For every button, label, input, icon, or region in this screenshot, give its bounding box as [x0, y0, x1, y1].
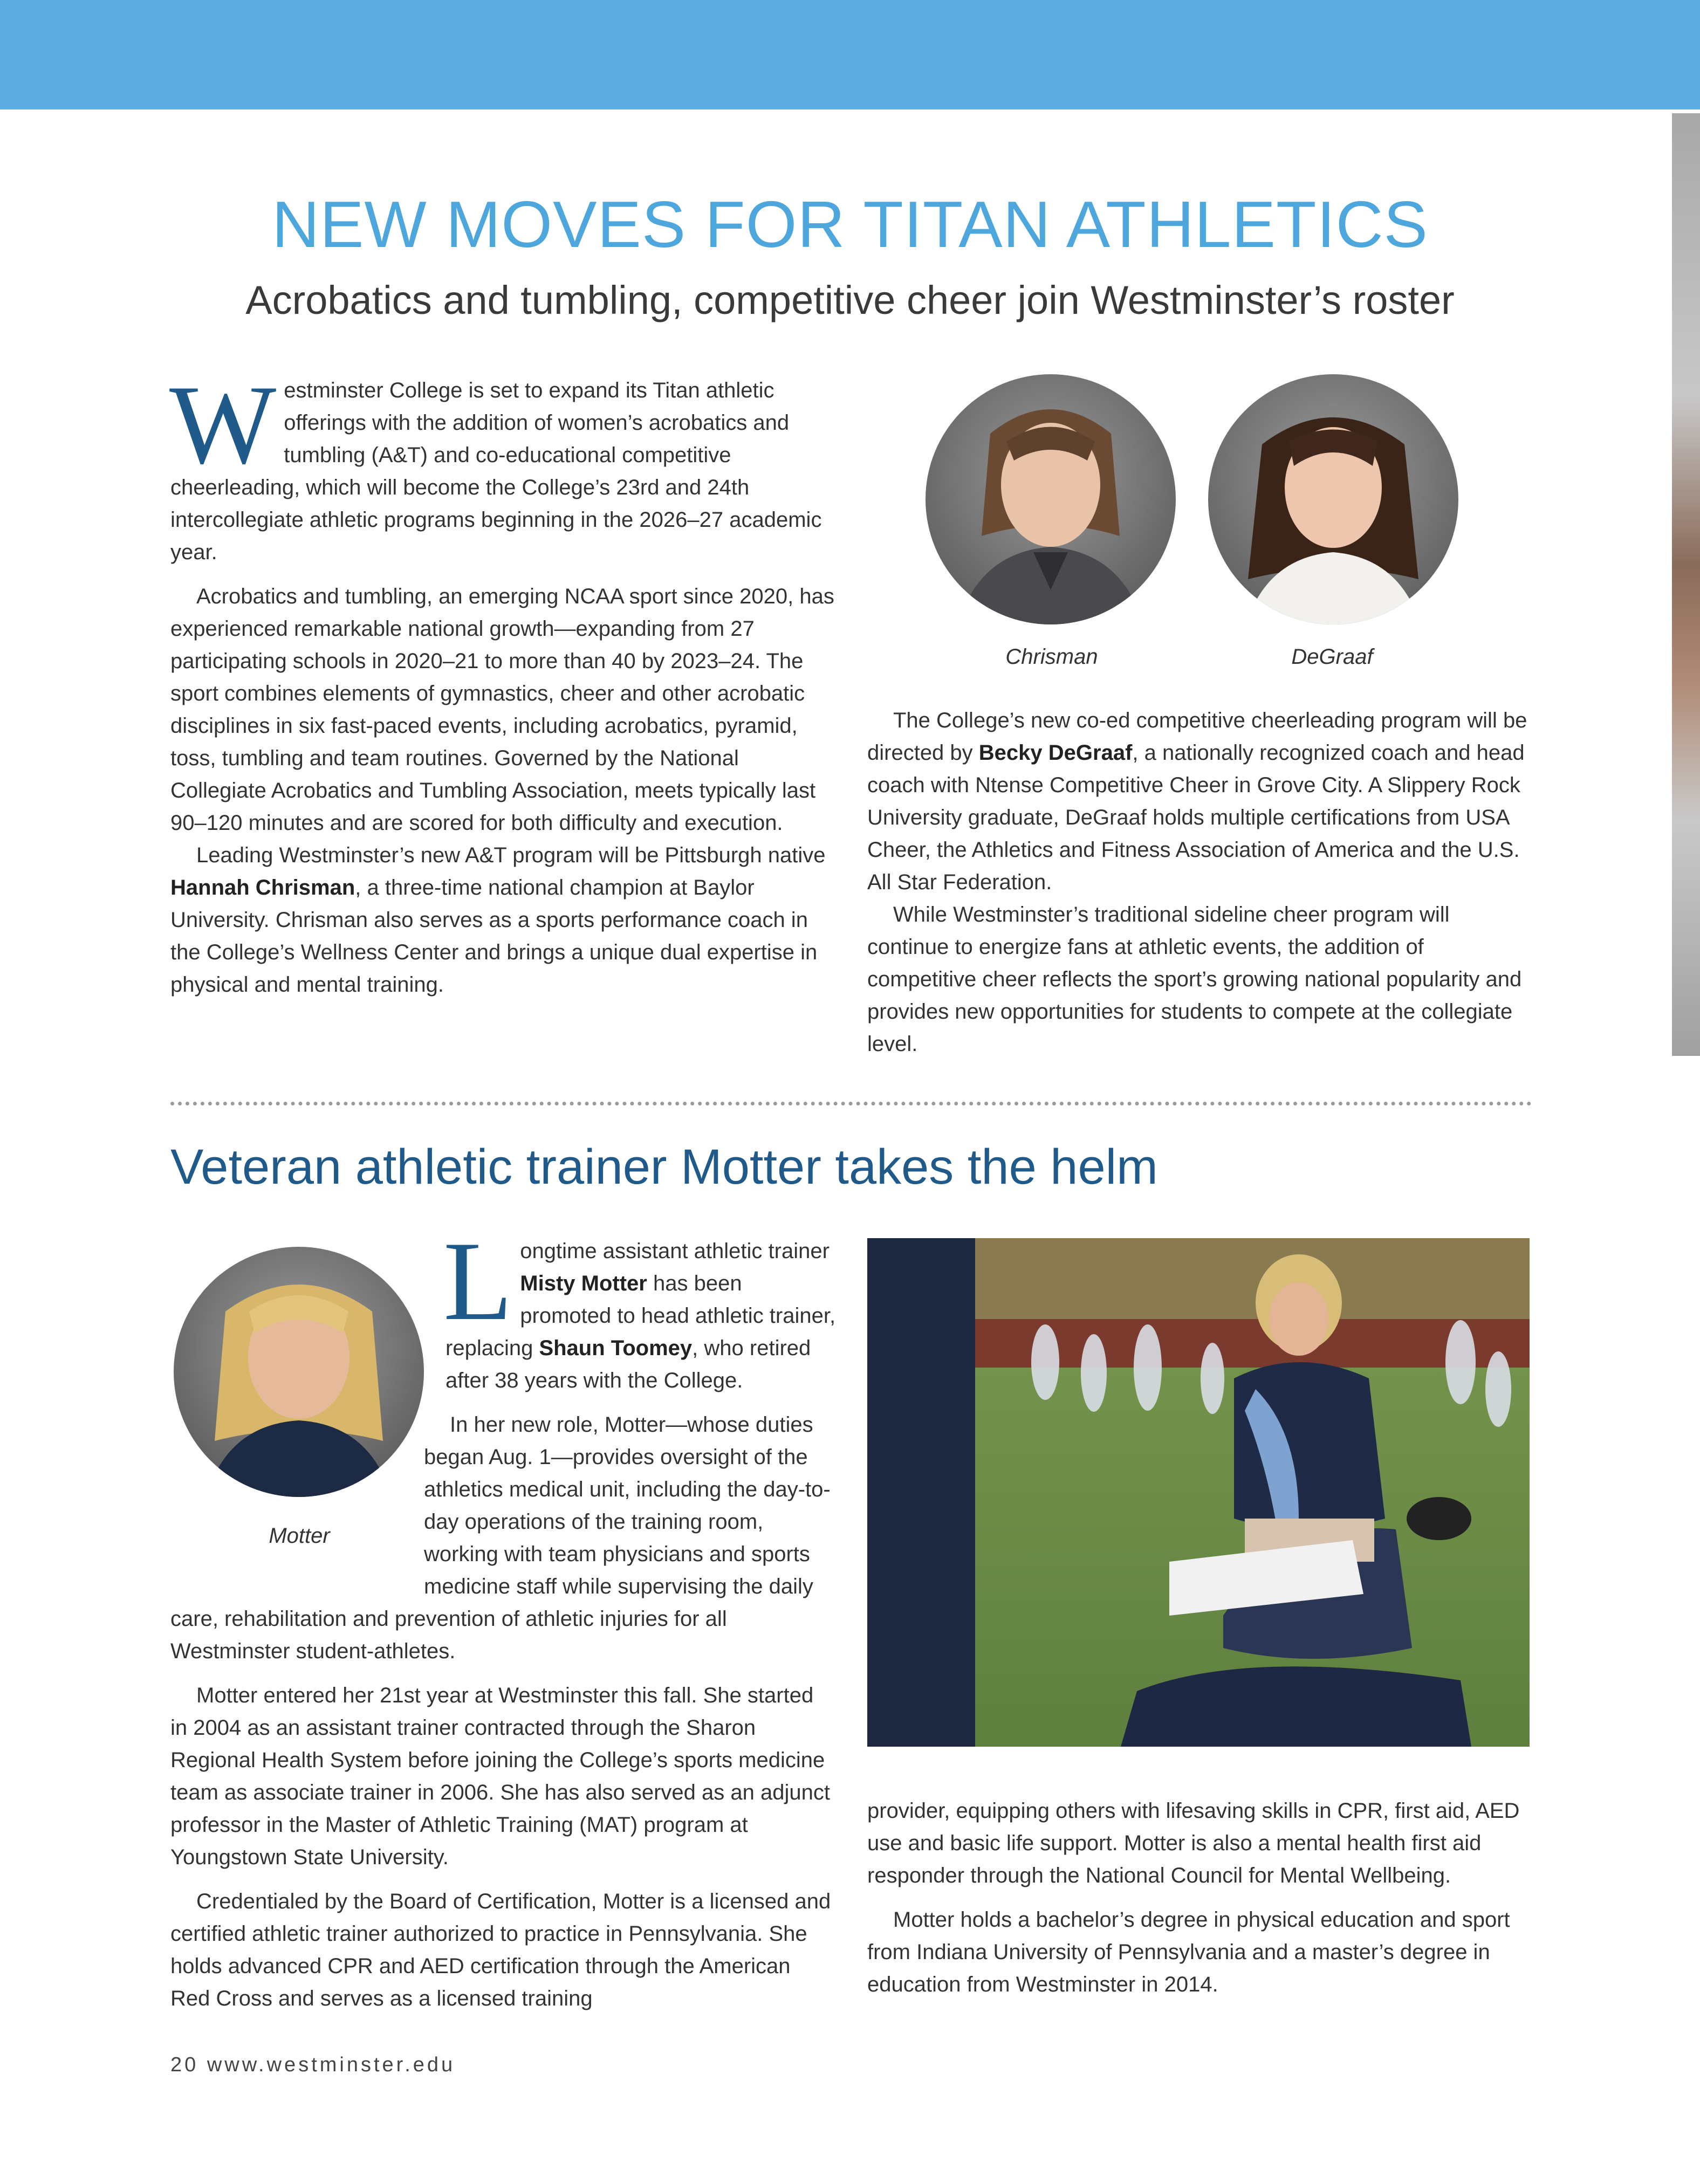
degraaf-portrait — [1208, 374, 1458, 624]
name-shaun-toomey: Shaun Toomey — [539, 1336, 693, 1360]
portrait-wrap-spacer — [170, 1409, 424, 1603]
article2-paragraph-5: provider, equipping others with lifesaving skills in CPR, first aid, AED use and basic life support. Motter is also a mental health first aid responder through the National Council for Mental Wellbeing. — [867, 1799, 1520, 1887]
article2-heading: Veteran athletic trainer Motter takes the helm — [170, 1139, 1158, 1194]
dropcap-l: L — [443, 1219, 513, 1344]
name-hannah-chrisman: Hannah Chrisman — [170, 876, 355, 899]
article2-left-column — [170, 1409, 835, 2015]
caption-motter: Motter — [269, 1524, 330, 1548]
caption-chrisman: Chrisman — [1005, 645, 1098, 669]
article2-paragraph-3: Motter entered her 21st year at Westminster this fall. She started in 2004 as an assistant trainer contracted through the Sharon Regional Health System before joining the College’s sports medicine team as associate trainer in 2006. She has also served as an adjunct professor in the Master of Athletic Training (MAT) program at Youngstown State University. — [170, 1684, 830, 1869]
article2-intro-column — [443, 1219, 836, 1397]
chrisman-portrait — [926, 374, 1176, 624]
article2-paragraph-1: Longtime assistant athletic trainer Misty Motter has been promoted to head athletic trainer, replacing Shaun Toomey, who retired after 38 years with the College. — [443, 1219, 836, 1392]
sideline-trainer-photo — [867, 1238, 1530, 1747]
article2-paragraph-6: Motter holds a bachelor’s degree in physical education and sport from Indiana University of Pennsylvania and a master’s degree in education from Westminster in 2014. — [867, 1908, 1510, 1996]
name-misty-motter: Misty Motter — [520, 1272, 647, 1295]
section-divider — [170, 1102, 1532, 1105]
name-becky-degraaf: Becky DeGraaf — [978, 741, 1133, 765]
article1-left-column — [169, 362, 835, 1001]
article1-right-column — [867, 704, 1532, 1060]
article2-paragraph-2: In her new role, Motter—whose duties began Aug. 1—provides oversight of the athletics medical unit, including the day-to-day operations of the training room, working with team physicians and sports medicine staff while supervising the daily care, rehabilitation and prevention of athletic injuries for all Westminster student-athletes. — [170, 1413, 831, 1663]
caption-degraaf: DeGraaf — [1291, 645, 1373, 669]
article1-paragraph-1: Westminster College is set to expand its Titan athletic offerings with the addition of women’s acrobatics and tumbling (A&T) and co-educational competitive cheerleading, which will become the College’s 23rd and 24th intercollegiate athletic programs beginning in the 2026–27 academic year. — [169, 362, 822, 564]
article1-paragraph-3: Leading Westminster’s new A&T program will be Pittsburgh native Hannah Chrisman, a three-time national champion at Baylor University. Chrisman also serves as a sports performance coach in the College’s Wellness Center and brings a unique dual expertise in physical and mental training. — [170, 843, 826, 997]
article2-paragraph-4: Credentialed by the Board of Certification, Motter is a licensed and certified athletic trainer authorized to practice in Pennsylvania. She holds advanced CPR and AED certification through the American Red Cross and serves as a licensed training — [170, 1890, 831, 2010]
page-footer: 20 www.westminster.edu — [170, 2053, 456, 2076]
article1-paragraph-5: While Westminster’s traditional sideline cheer program will continue to energize fans at athletic events, the addition of competitive cheer reflects the sport’s growing national popularity and provides new opportunities for students to compete at the collegiate level. — [867, 903, 1522, 1056]
article2-right-column — [867, 1795, 1532, 2001]
top-color-band — [0, 0, 1700, 109]
dropcap-w: W — [169, 362, 277, 487]
article1-paragraph-4: The College’s new co-ed competitive cheerleading program will be directed by Becky DeGraaf, a nationally recognized coach and head coach with Ntense Competitive Cheer in Grove City. A Slippery Rock University graduate, DeGraaf holds multiple certifications from USA Cheer, the Athletics and Fitness Association of America and the U.S. All Star Federation. — [867, 709, 1527, 894]
article1-paragraph-2: Acrobatics and tumbling, an emerging NCAA sport since 2020, has experienced remarkable national growth—expanding from 27 participating schools in 2020–21 to more than 40 by 2023–24. The sport combines elements of gymnastics, cheer and other acrobatic disciplines in six fast-paced events, including acrobatics, pyramid, toss, tumbling and team routines. Governed by the National Collegiate Acrobatics and Tumbling Association, meets typically last 90–120 minutes and are scored for both difficulty and execution. — [170, 585, 834, 835]
article-title: NEW MOVES FOR TITAN ATHLETICS — [272, 188, 1428, 261]
article-subtitle: Acrobatics and tumbling, competitive cheer join Westminster’s roster — [245, 278, 1455, 322]
